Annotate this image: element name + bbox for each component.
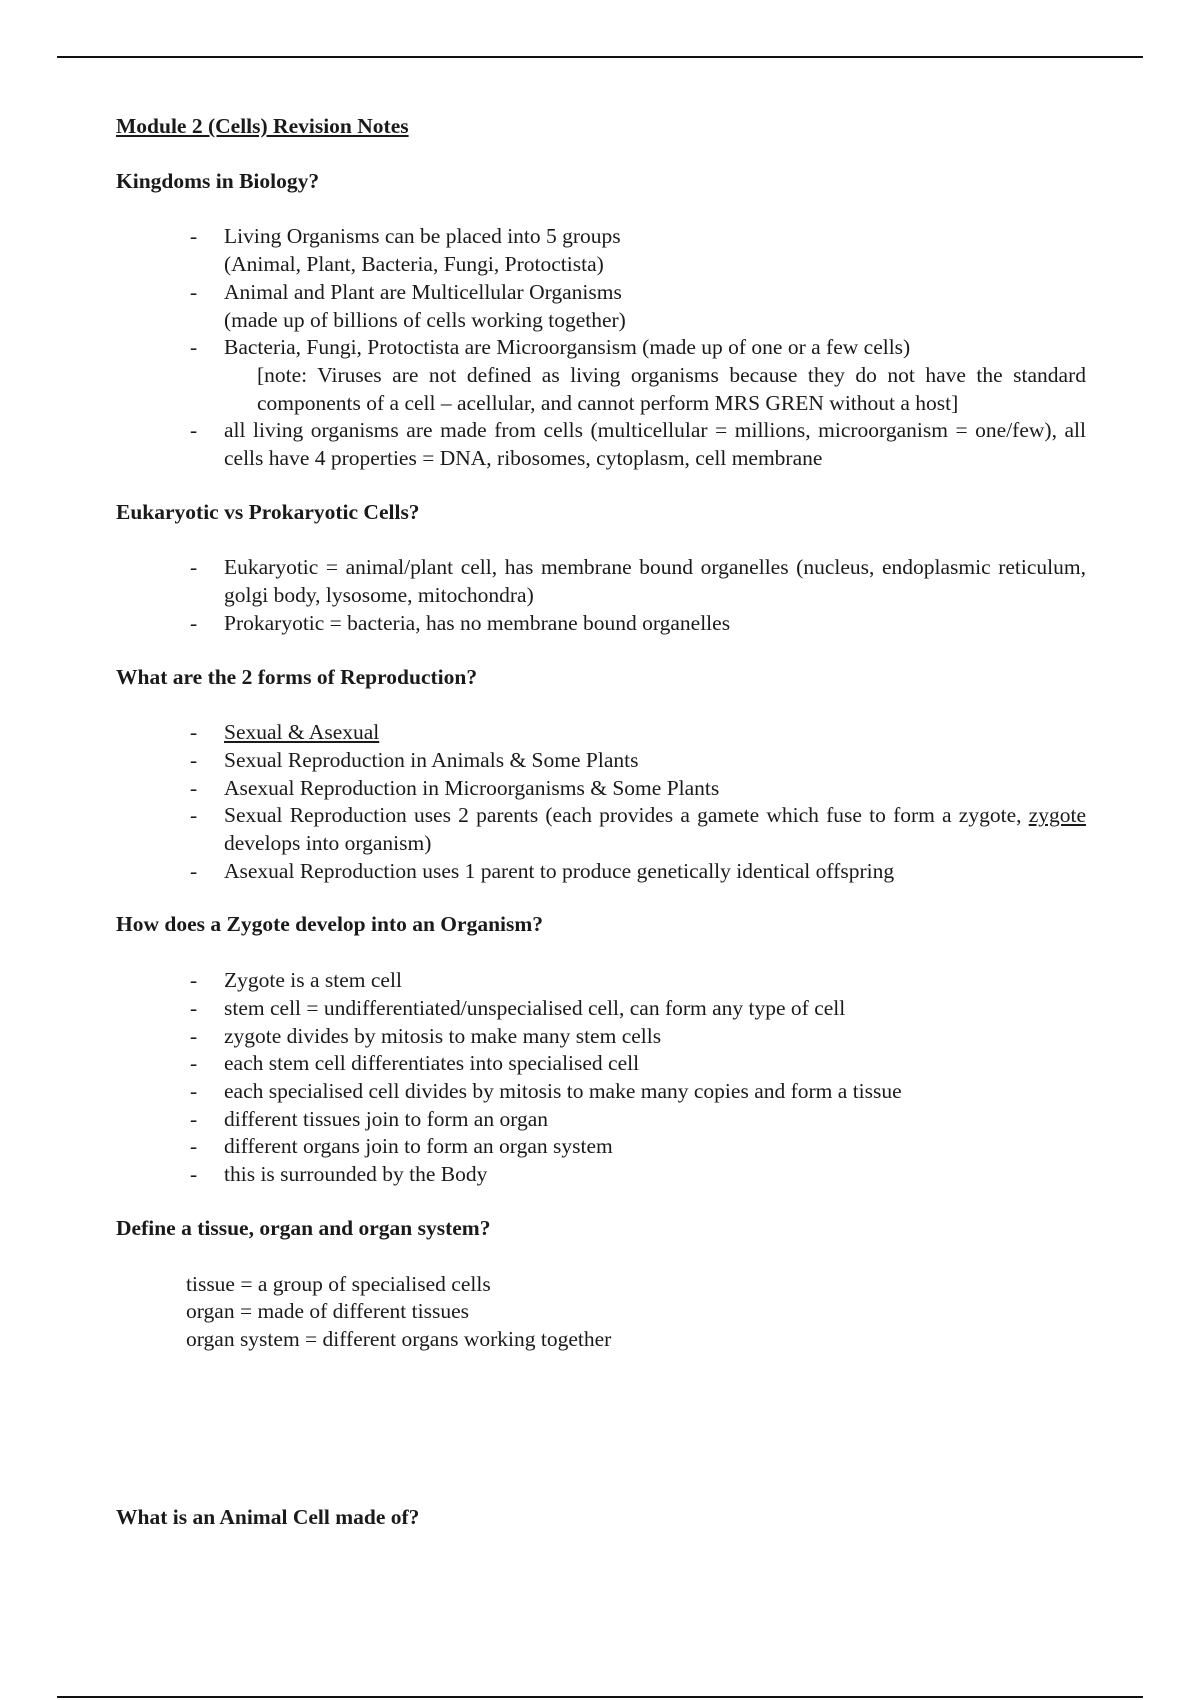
reproduction-list: [116, 719, 1086, 885]
document-body: [116, 113, 1086, 1559]
cell-types-list: [116, 554, 1086, 637]
section-heading-animal-cell: What is an Animal Cell made of?: [116, 1504, 420, 1529]
list-item: - Asexual Reproduction uses 1 parent to produce genetically identical offspring: [224, 858, 1086, 886]
list-item: - Sexual & Asexual: [224, 719, 1086, 747]
section-heading-eukaryotic: Eukaryotic vs Prokaryotic Cells?: [116, 499, 420, 524]
list-item: - Eukaryotic = animal/plant cell, has membrane bound organelles (nucleus, endoplasmic reticulum, golgi body, lysosome, mitochondra): [224, 554, 1086, 609]
list-item: - Living Organisms can be placed into 5 groups (Animal, Plant, Bacteria, Fungi, Protoctista): [224, 223, 1086, 278]
list-item: - all living organisms are made from cells (multicellular = millions, microorganism = one/few), all cells have 4 properties = DNA, ribosomes, cytoplasm, cell membrane: [224, 417, 1086, 472]
list-item: - Zygote is a stem cell: [224, 967, 1086, 995]
list-item: - zygote divides by mitosis to make many stem cells: [224, 1023, 1086, 1051]
list-item: - this is surrounded by the Body: [224, 1161, 1086, 1189]
list-item: - each specialised cell divides by mitosis to make many copies and form a tissue: [224, 1078, 1086, 1106]
bottom-rule: [57, 1696, 1143, 1698]
section-heading-kingdoms: Kingdoms in Biology?: [116, 168, 320, 193]
section-heading-tissue: Define a tissue, organ and organ system?: [116, 1215, 491, 1240]
definition-line: organ = made of different tissues: [186, 1299, 469, 1324]
definitions-list: [186, 1271, 1086, 1354]
list-item: - different organs join to form an organ system: [224, 1133, 1086, 1161]
page-title: Module 2 (Cells) Revision Notes: [116, 114, 409, 138]
definition-line: tissue = a group of specialised cells: [186, 1271, 491, 1296]
list-item: - Animal and Plant are Multicellular Organisms (made up of billions of cells working together): [224, 279, 1086, 334]
list-item: - Sexual Reproduction in Animals & Some Plants: [224, 747, 1086, 775]
zygote-list: [116, 967, 1086, 1189]
list-item: - stem cell = undifferentiated/unspecialised cell, can form any type of cell: [224, 995, 1086, 1023]
section-heading-zygote: How does a Zygote develop into an Organism?: [116, 912, 544, 937]
virus-note: [note: Viruses are not defined as living organisms because they do not have the standard components of a cell – acellular, and cannot perform MRS GREN without a host]: [257, 362, 1086, 415]
kingdoms-list: [116, 223, 1086, 472]
list-item: - Sexual Reproduction uses 2 parents (each provides a gamete which fuse to form a zygote, zygote develops into organism): [224, 802, 1086, 857]
list-item: - Asexual Reproduction in Microorganisms & Some Plants: [224, 775, 1086, 803]
top-rule: [57, 56, 1143, 58]
section-heading-reproduction: What are the 2 forms of Reproduction?: [116, 664, 478, 689]
list-item: - different tissues join to form an organ: [224, 1106, 1086, 1134]
definition-line: organ system = different organs working together: [186, 1326, 612, 1351]
list-item: - Bacteria, Fungi, Protoctista are Microorgansism (made up of one or a few cells) [note: Viruses are not defined as living organisms because they do not have the standard components of a cell – acellular, and cannot perform MRS GREN without a host]: [224, 334, 1086, 417]
list-item: - each stem cell differentiates into specialised cell: [224, 1050, 1086, 1078]
list-item: - Prokaryotic = bacteria, has no membrane bound organelles: [224, 610, 1086, 638]
